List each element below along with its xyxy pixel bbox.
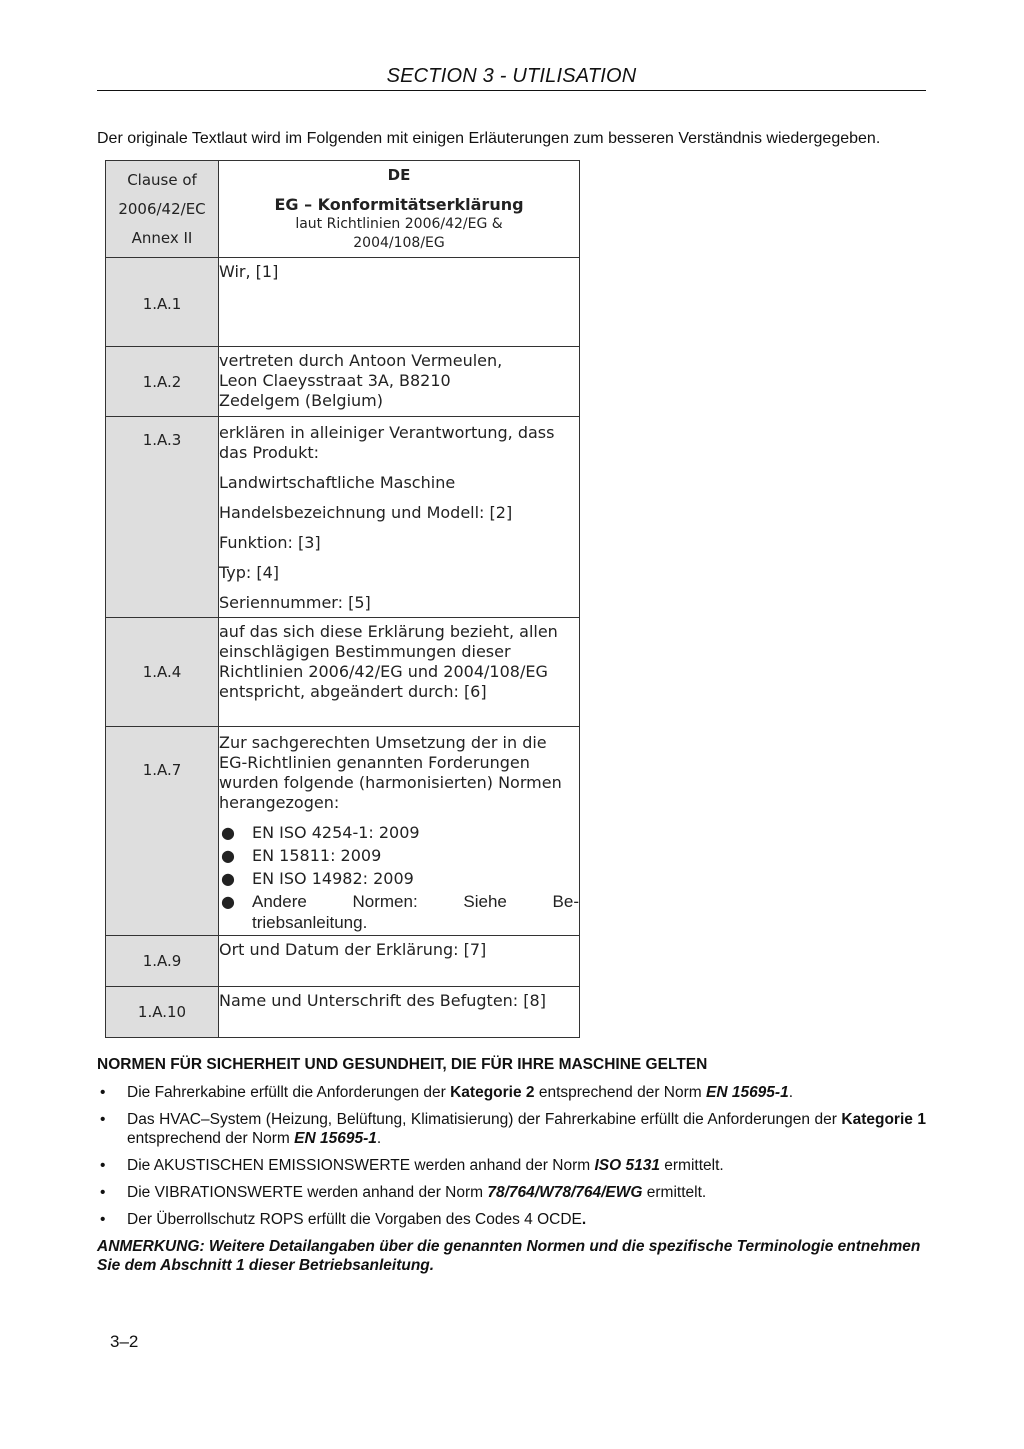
clause-cell	[106, 936, 219, 987]
section-title: SECTION 3 - UTILISATION	[386, 65, 637, 87]
list-item: • Die VIBRATIONSWERTE werden anhand der Norm 78/764/W78/764/EWG ermittelt.	[100, 1184, 707, 1201]
list-item: • Die Fahrerkabine erfüllt die Anforderungen der Kategorie 2 entsprechend der Norm EN 15695-1.	[100, 1084, 794, 1101]
declaration-subtitle: 2004/108/EG	[353, 235, 445, 251]
clause-cell	[106, 347, 219, 417]
list-item: • Die AKUSTISCHEN EMISSIONSWERTE werden anhand der Norm ISO 5131 ermittelt.	[100, 1157, 724, 1174]
row-text: auf das sich diese Erklärung bezieht, allen einschlägigen Bestimmungen dieser Richtlinien 2006/42/EG und 2004/108/EG entspricht, abgeändert durch: [6]	[219, 622, 558, 701]
content-cell	[219, 417, 580, 618]
clause-label: 1.A.7	[142, 761, 182, 779]
list-item: ● Andere Normen: Siehe Be- triebsanleitung.	[221, 892, 579, 932]
row-text: erklären in alleiniger Verantwortung, dass das Produkt:	[219, 423, 555, 462]
bullet: •	[100, 1157, 106, 1174]
content-cell	[219, 727, 580, 936]
row-text: Name und Unterschrift des Befugten: [8]	[219, 991, 546, 1010]
content-cell	[219, 618, 580, 727]
safety-standards-section	[97, 1055, 926, 1275]
row-text: Handelsbezeichnung und Modell: [2]	[219, 503, 513, 522]
norm-label: triebsanleitung.	[252, 913, 368, 932]
content-cell	[219, 987, 580, 1038]
row-text: Landwirtschaftliche Maschine	[219, 473, 456, 492]
note-text: ANMERKUNG: Weitere Detailangaben über die genannten Normen und die spezifische Terminologie entnehmen Sie dem Abschnitt 1 dieser Betriebsanleitung.	[97, 1238, 921, 1274]
bullet: •	[100, 1084, 106, 1101]
clause-label: 1.A.1	[142, 295, 182, 313]
bullet: •	[100, 1184, 106, 1201]
bullet: •	[100, 1211, 106, 1228]
clause-label: 1.A.3	[142, 431, 182, 449]
clause-header-line: Clause of	[127, 171, 197, 189]
row-text: Leon Claeysstraat 3A, B8210	[219, 371, 451, 390]
content-cell	[219, 936, 580, 987]
declaration-header	[219, 161, 580, 258]
list-item: • Der Überrollschutz ROPS erfüllt die Vorgaben des Codes 4 OCDE.	[100, 1211, 587, 1228]
content-cell	[219, 258, 580, 347]
clause-label: 1.A.4	[142, 663, 182, 681]
norms-list	[219, 821, 579, 933]
section-heading: NORMEN FÜR SICHERHEIT UND GESUNDHEIT, DIE FÜR IHRE MASCHINE GELTEN	[97, 1056, 708, 1073]
page-number: 3–2	[110, 1332, 139, 1351]
clause-cell	[106, 258, 219, 347]
row-text: Wir, [1]	[219, 262, 279, 281]
row-text: Ort und Datum der Erklärung: [7]	[219, 940, 487, 959]
table-head-row	[106, 161, 580, 258]
clause-cell	[106, 417, 219, 618]
table-row	[106, 727, 580, 936]
page-header	[97, 64, 926, 91]
clause-label: 1.A.9	[142, 952, 182, 970]
list-item: ● EN 15811: 2009	[221, 846, 382, 865]
clause-header-line: Annex II	[131, 229, 193, 247]
clause-header	[106, 161, 219, 258]
clause-label: 1.A.2	[142, 372, 182, 391]
norm-label: EN 15811: 2009	[252, 846, 382, 865]
table-row	[106, 258, 580, 347]
list-item: ● EN ISO 4254-1: 2009	[221, 823, 420, 842]
norm-label: Andere Normen: Siehe Be-	[252, 892, 579, 911]
content-cell	[219, 347, 580, 417]
row-text: Typ: [4]	[219, 563, 280, 582]
row-text: Zur sachgerechten Umsetzung der in die EG-Richtlinien genannten Forderungen wurden folgende (harmonisierten) Normen herangezogen:	[219, 733, 562, 812]
clause-header-line: 2006/42/EC	[118, 200, 206, 218]
table-row	[106, 347, 580, 417]
row-text: Seriennummer: [5]	[219, 593, 371, 612]
table-row	[106, 618, 580, 727]
declaration-title: EG – Konformitätserklärung	[274, 195, 524, 214]
list-item: • Das HVAC–System (Heizung, Belüftung, Klimatisierung) der Fahrerkabine erfüllt die Anforderungen der Kategorie 1 entsprechend der Norm EN 15695-1.	[100, 1111, 926, 1147]
table-row	[106, 417, 580, 618]
table-row	[106, 987, 580, 1038]
clause-cell	[106, 727, 219, 936]
table-row	[106, 936, 580, 987]
norm-label: EN ISO 4254-1: 2009	[252, 823, 420, 842]
row-text: Funktion: [3]	[219, 533, 321, 552]
list-item: ● EN ISO 14982: 2009	[221, 869, 414, 888]
row-text: Zedelgem (Belgium)	[219, 391, 383, 410]
language-code: DE	[387, 166, 411, 184]
clause-label: 1.A.10	[137, 1003, 187, 1021]
declaration-subtitle: laut Richtlinien 2006/42/EG &	[295, 216, 503, 232]
clause-cell	[106, 618, 219, 727]
row-text: vertreten durch Antoon Vermeulen,	[219, 351, 503, 370]
norm-label: EN ISO 14982: 2009	[252, 869, 414, 888]
bullet: •	[100, 1111, 106, 1128]
declaration-table	[105, 160, 580, 1038]
intro-text: Der originale Textlaut wird im Folgenden mit einigen Erläuterungen zum besseren Verständnis wiedergegeben.	[97, 130, 881, 147]
clause-cell	[106, 987, 219, 1038]
standards-list	[97, 1083, 926, 1229]
